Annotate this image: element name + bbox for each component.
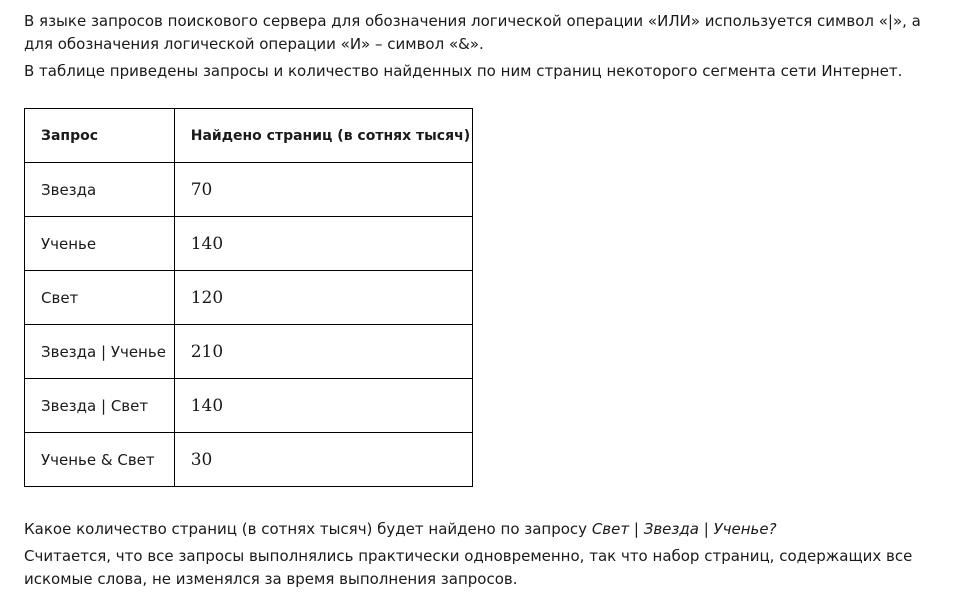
question-prefix: Какое количество страниц (в сотнях тысяч) будет найдено по запросу xyxy=(24,520,592,538)
cell-query: Свет xyxy=(25,271,175,325)
cell-found: 30 xyxy=(174,433,472,487)
queries-table xyxy=(24,108,473,487)
table-row xyxy=(25,163,473,217)
cell-found: 70 xyxy=(174,163,472,217)
intro-text xyxy=(24,10,944,83)
header-query: Запрос xyxy=(25,109,175,163)
cell-found: 210 xyxy=(174,325,472,379)
question-text xyxy=(24,518,944,591)
header-found-pages: Найдено страниц (в сотнях тысяч) xyxy=(174,109,472,163)
table-row xyxy=(25,271,473,325)
table-row xyxy=(25,217,473,271)
table-row xyxy=(25,325,473,379)
cell-query: Звезда | Свет xyxy=(25,379,175,433)
note-paragraph: Считается, что все запросы выполнялись практически одновременно, так что набор страниц, содержащих все искомые слова, не изменялся за время выполнения запросов. xyxy=(24,547,913,588)
table-row xyxy=(25,379,473,433)
table-row xyxy=(25,433,473,487)
cell-found: 140 xyxy=(174,217,472,271)
intro-paragraph-table: В таблице приведены запросы и количество найденных по ним страниц некоторого сегмента сети Интернет. xyxy=(24,62,903,80)
table-header-row xyxy=(25,109,473,163)
cell-found: 120 xyxy=(174,271,472,325)
question-suffix: ? xyxy=(768,520,777,538)
cell-found: 140 xyxy=(174,379,472,433)
cell-query: Ученье & Свет xyxy=(25,433,175,487)
intro-paragraph-operators: В языке запросов поискового сервера для обозначения логической операции «ИЛИ» используется символ «|», а для обозначения логической операции «И» – символ «&». xyxy=(24,12,921,53)
cell-query: Звезда | Ученье xyxy=(25,325,175,379)
question-paragraph xyxy=(24,518,944,541)
cell-query: Ученье xyxy=(25,217,175,271)
cell-query: Звезда xyxy=(25,163,175,217)
question-query: Свет | Звезда | Ученье xyxy=(591,520,769,538)
